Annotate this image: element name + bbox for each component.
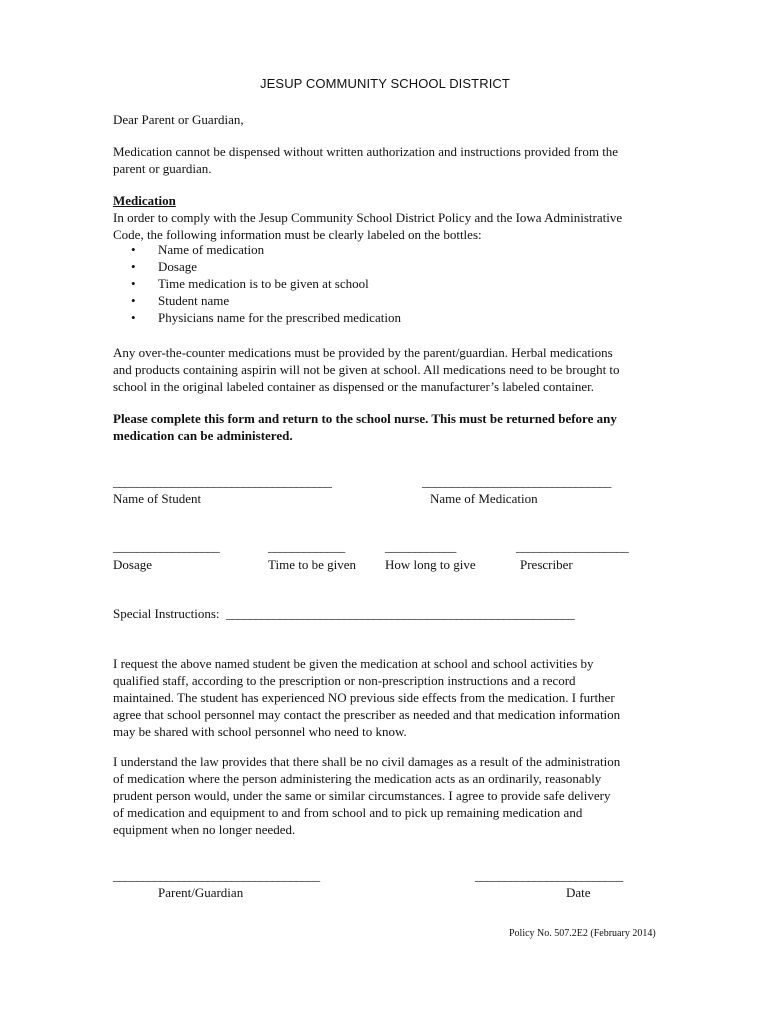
list-item: • Name of medication [113,241,401,258]
parent-guardian-label: Parent/Guardian [158,885,244,900]
prescriber-field[interactable]: ___________________ [516,539,629,554]
medication-name-label: Name of Medication [430,491,538,506]
special-instructions-field[interactable]: ___________________________________________________________ [226,606,575,621]
law-line: prudent person would, under the same or similar circumstances. I agree to provide safe delivery [113,788,611,803]
intro-paragraph [113,143,663,177]
medication-text-line: In order to comply with the Jesup Community School District Policy and the Iowa Administrative [113,210,623,225]
law-line: equipment when no longer needed. [113,822,296,837]
instruction-line: Please complete this form and return to the school nurse. This must be returned before any [113,411,617,426]
prescriber-label: Prescriber [520,557,573,572]
list-item: • Physicians name for the prescribed medication [113,309,401,326]
request-line: may be shared with school personnel who need to know. [113,724,407,739]
otc-line: Any over-the-counter medications must be provided by the parent/guardian. Herbal medications [113,345,613,360]
special-instructions-label: Special Instructions: [113,606,220,621]
request-line: maintained. The student has experienced NO previous side effects from the medication. I further [113,690,615,705]
time-to-be-given-label: Time to be given [268,557,356,572]
medication-name-field[interactable]: ________________________________ [422,474,611,489]
request-line: agree that school personnel may contact the prescriber as needed and that medication information [113,707,621,722]
instruction-paragraph [113,410,663,444]
medication-heading: Medication [113,193,176,208]
how-long-to-give-field[interactable]: ____________ [385,539,456,554]
how-long-to-give-label: How long to give [385,557,476,572]
policy-footer: Policy No. 507.2E2 (February 2014) [509,928,656,939]
list-item: • Student name [113,292,401,309]
parent-signature-field[interactable]: ___________________________________ [113,868,320,883]
list-item: • Time medication is to be given at school [113,275,401,292]
list-item: • Dosage [113,258,401,275]
medication-label-requirements-list [113,241,401,326]
medication-section [113,192,663,243]
dosage-label: Dosage [113,557,152,572]
student-name-label: Name of Student [113,491,202,506]
otc-line: school in the original labeled container as dispensed or the manufacturer’s labeled container. [113,379,594,394]
instruction-line: medication can be administered. [113,428,293,443]
intro-line: Medication cannot be dispensed without written authorization and instructions provided from the [113,144,619,159]
law-line: of medication where the person administering the medication acts as an ordinarily, reasonably [113,771,602,786]
document-title: JESUP COMMUNITY SCHOOL DISTRICT [260,76,510,91]
request-line: I request the above named student be given the medication at school and school activities by [113,656,594,671]
date-field[interactable]: _________________________ [475,868,623,883]
time-to-be-given-field[interactable]: _____________ [268,539,345,554]
otc-paragraph [113,344,663,395]
law-line: I understand the law provides that there shall be no civil damages as a result of the administration [113,754,621,769]
student-name-field[interactable]: _____________________________________ [113,474,332,489]
intro-line: parent or guardian. [113,161,212,176]
dosage-field[interactable]: __________________ [113,539,220,554]
request-line: qualified staff, according to the prescription or non-prescription instructions and a record [113,673,576,688]
law-paragraph [113,753,663,838]
date-label: Date [566,885,591,900]
medication-text-line: Code, the following information must be clearly labeled on the bottles: [113,227,482,242]
otc-line: and products containing aspirin will not be given at school. All medications need to be brought to [113,362,620,377]
law-line: of medication and equipment to and from school and to pick up remaining medication and [113,805,583,820]
salutation: Dear Parent or Guardian, [113,112,244,127]
request-paragraph [113,655,663,740]
